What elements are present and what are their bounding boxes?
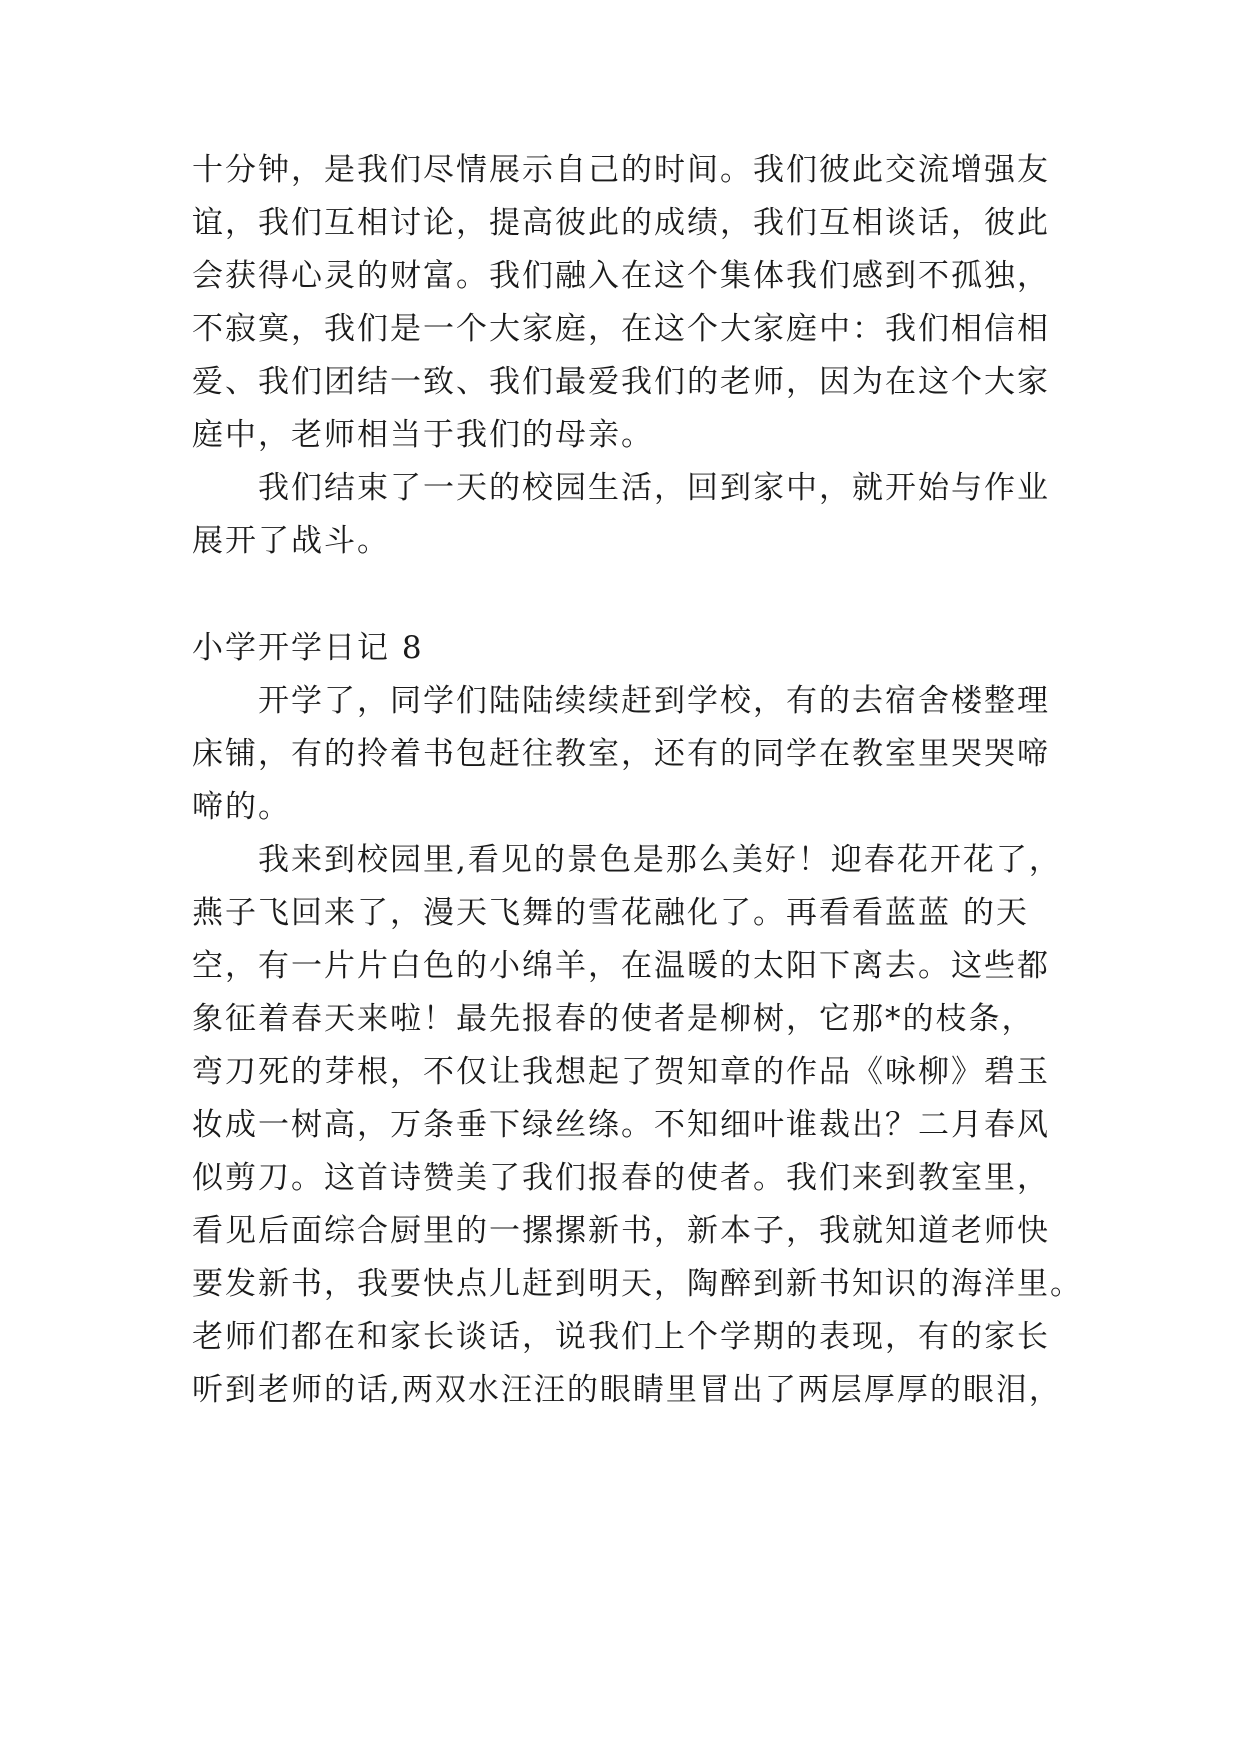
text-line: 听到老师的话,两双水汪汪的眼睛里冒出了两层厚厚的眼泪，: [192, 1372, 1062, 1408]
text-line: 我们结束了一天的校园生活，回到家中，就开始与作业: [258, 470, 1050, 506]
body-text: [192, 0, 1083, 1754]
text-line: 庭中，老师相当于我们的母亲。: [192, 417, 654, 453]
text-line: 谊，我们互相讨论，提高彼此的成绩，我们互相谈话，彼此: [192, 205, 1050, 241]
text-line: 展开了战斗。: [192, 523, 390, 559]
text-line: 我来到校园里,看见的景色是那么美好！迎春花开花了，: [258, 842, 1062, 878]
text-line: 妆成一树高，万条垂下绿丝绦。不知细叶谁裁出？二月春风: [192, 1107, 1050, 1143]
section-heading: 小学开学日记 8: [192, 630, 424, 666]
text-line: 看见后面综合厨里的一摞摞新书，新本子，我就知道老师快: [192, 1213, 1050, 1249]
text-line: 啼的。: [192, 789, 291, 825]
text-line: 要发新书，我要快点儿赶到明天，陶醉到新书知识的海洋里。: [192, 1266, 1083, 1302]
text-line: 象征着春天来啦！最先报春的使者是柳树，它那*的枝条，: [192, 1001, 1035, 1037]
text-line: 燕子飞回来了，漫天飞舞的雪花融化了。再看看蓝蓝 的天: [192, 895, 1029, 931]
text-line: 开学了，同学们陆陆续续赶到学校，有的去宿舍楼整理: [258, 683, 1050, 719]
text-line: 床铺，有的拎着书包赶往教室，还有的同学在教室里哭哭啼: [192, 736, 1050, 772]
text-line: 十分钟，是我们尽情展示自己的时间。我们彼此交流增强友: [192, 152, 1050, 188]
text-line: 爱、我们团结一致、我们最爱我们的老师，因为在这个大家: [192, 364, 1050, 400]
text-line: 弯刀死的芽根，不仅让我想起了贺知章的作品《咏柳》碧玉: [192, 1054, 1050, 1090]
text-line: 不寂寞，我们是一个大家庭，在这个大家庭中：我们相信相: [192, 311, 1050, 347]
text-line: 似剪刀。这首诗赞美了我们报春的使者。我们来到教室里，: [192, 1160, 1050, 1196]
text-line: 老师们都在和家长谈话，说我们上个学期的表现，有的家长: [192, 1319, 1050, 1355]
text-line: 会获得心灵的财富。我们融入在这个集体我们感到不孤独，: [192, 258, 1050, 294]
text-line: 空，有一片片白色的小绵羊，在温暖的太阳下离去。这些都: [192, 948, 1050, 984]
